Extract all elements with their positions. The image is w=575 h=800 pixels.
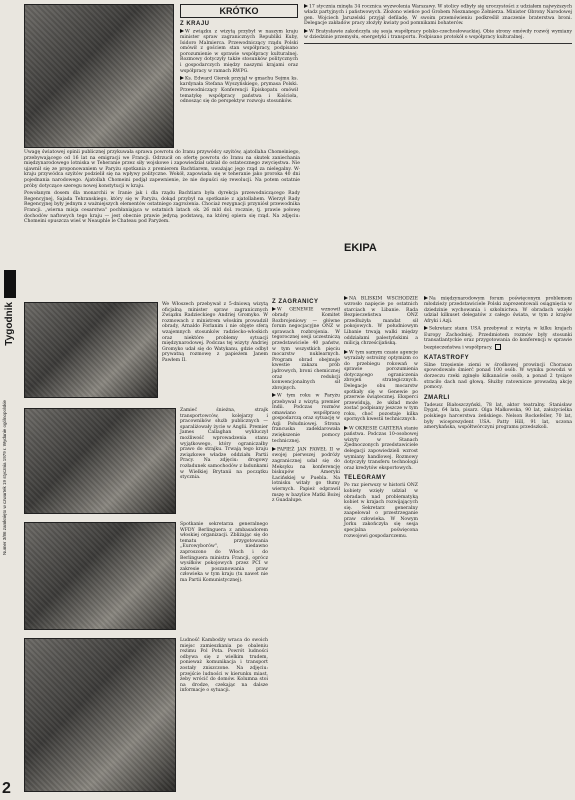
arrow-icon — [272, 307, 276, 311]
masthead — [4, 270, 18, 390]
telegramy-head: TELEGRAMY — [344, 475, 387, 482]
masthead-title: Tygodnik — [4, 302, 15, 346]
caption-berlinguer: Spotkanie sekretarza generalnego WFDY Berlinguera z ambasadorem włoskiej organizacji. Zbliżając się do tematu przygotowania „Eurowyborów", niedawno zaproszono do Włoch i do Berlinguera ministra Francji, oprócz wysiłków pokojowych przez PCI w zakresie poszanowania praw człowieka w tym kraju (tu nawet nie ma Partii Komunistycznej). — [180, 522, 268, 583]
col-right-top — [304, 4, 572, 46]
article-chomeini — [24, 150, 300, 225]
zmarli-head: ZMARLI — [424, 394, 450, 401]
caption-kambodza: Ludność Kambodży wraca do swoich miejsc zamieszkania po obaleniu reżimu Pol Pota. Powrót ludności odbywa się z wielkim trudem, ponieważ komunikacja i transport zostały zniszczone. Na zdjęciu: przejście ludności w kierunku miast, żeby wrócić do domów. Kolumna stoi na drodze, czekając na dalsze informacje o sytuacji. — [180, 638, 268, 694]
krotko-column — [180, 4, 298, 105]
col-far-right — [424, 296, 572, 431]
arrow-icon — [304, 29, 308, 33]
telegramy-text: Po raz pierwszy w historii ONZ kobiety wzięły udział w obradach nad problematyką kobiet w krajach rozwijających się. Sekretarz generalny zaapelował o przestrzeganie praw człowieka. W Nowym Jorku zakończyła się sesja specjalna poświęcona rozwojowi gospodarczemu. — [344, 483, 418, 539]
z-zagranicy-column — [272, 296, 340, 504]
bliski-wschod-text: NA BLISKIM WSCHODZIE wzrosło napięcie po ostatnich starciach w Libanie. Rada Bezpieczeństwa ONZ przedłużyła mandat sił pokojowych. W południowym Libanie trwają walki między oddziałami palestyńskimi a milicją chrześcijańską. — [344, 296, 418, 347]
col3-text: W tym samym czasie agencje wyrażały ostrożny optymizm co do przebiegu rokowań w sprawie porozumienia dotyczącego ograniczenia zbrojeń strategicznych. Delegacje obu mocarstw spotkały się w Genewie po przerwie świątecznej. Eksperci przewidują, że układ może zostać podpisany jeszcze w tym roku, choć pozostaje kilka spornych kwestii technicznych. — [344, 350, 418, 423]
photo-kambodza — [24, 638, 176, 792]
article-chomeini-p2: Powołanym dosem dla monarchii w Iranie jak i dla rządu Bachtiara była dyrekcja przewodniczącego Rady Regencyjnej, Sajada Tehranskiego, który się w Paryżu, dokąd przybył na spotkanie z ajatollahem. Wierzył Rady Regencyjnej były jednym z ważniejszych elementów ostatniego zagrożenia. Chociaż rezygnacji przyniósł przewodnika Francji. „wierna misja cesarstwa" pochłaniająca w ostatnich latach ok. 26 mld dol. rocznie, tj. prawie połowę dochodów naftowych tego kraju — jest obecnie prawie jedyną podstawą, na której opiera się rząd. Na zdjęciu: Chomeini opuszcza wieś w Neauphle le Chateau pod Paryżem. — [24, 191, 300, 225]
issue-note: Numer 3/86 zamknięto w czwartek 19 stycznia 1979 r. Wydanie ogólnopolskie — [2, 400, 7, 556]
arrow-icon — [424, 326, 428, 330]
col4-top-text-2: W Bratysławie zakończyła się sesja współpracy polsko-czechosłowackiej. Obie strony omówiły rozwój wymiany w dziedzinie przemysłu, energetyki i transportu. Podpisano protokół o współpracy kulturalnej. — [304, 29, 572, 40]
caption-gromyko: We Włoszech przebywał z 5-dniową wizytą oficjalną minister spraw zagranicznych Związku Radzieckiego Andriej Gromyko. W rozmowach z ministrem włoskim prowadził obrady, Arnaldo Forlanim i nie objęte sferą wzajemnych stosunków radziecko-włoskich oraz niektóre problemy sytuacji międzynarodowej. Podczas tej wizyty Andriej Gromyko udał się do Watykanu, gdzie odbył prywatną rozmowę z papieżem Janem Pawłem II. — [162, 302, 268, 363]
article-chomeini-p1: Uwagę światowej opinii publicznej przykuwała sprawa powrotu do Iranu przywódcy szyitów, ajatollaha Chomeiniego, przebywającego od 16 lat na emigracji we Francji. Odrzucił on ofertę powrotu do Iranu na skutek zaniechania międzynarodowego lotniska w Teheranie przez siły wojskowe i zapowiedział udział do ostatecznego zwycięstwa. Nie ujawnił się ze proponowaniem w Paryżu spotkania z premierem Bachtiarem, uważając jego rząd za nielegalny. W-kraju przywódca szyitów podzielił się na wpływy polityczne. Wokół, zapowiada się w teheranie jako proroka 40 dni pojednania narodowego. Ajatollah Chomeini podjął zapewnienie, że nie dopuści się rewolucji. Na potem ostatnie próby dotyczące szeregu nowej konstytucji w kraju. — [24, 150, 300, 189]
arrow-icon — [344, 296, 348, 300]
z-kraju-text-2: Ks. Edward Gierek przyjął w gmachu Sejmu ks. kardynała Stefana Wyszyńskiego, prymasa Polski. Przewodniczący Konferencji Episkopatu omówił tematykę współpracy państwa i Kościoła, odnosząc się do perspektyw rozwoju stosunków. — [180, 76, 298, 105]
arrow-icon — [304, 4, 308, 8]
z-zagranicy-text-2: W tym roku w Paryżu przebywał z wizytą premier Indii. Podczas rozmów omawiano współpracę gospodarczą oraz sytuację w Azji Południowej. Strona francuska zadeklarowała zwiększenie pomocy technicznej. — [272, 393, 340, 444]
z-kraju-text: W związku z wizytą przybył w naszym kraju minister spraw zagranicznych Republiki Kuby, Isidoro Malmierca. Przewodniczący rządu Polski omówił z gościem stan współpracy, podpisano porozumienie w sprawie współpracy kulturalnej. Rozmowy dotyczyły także stosunków politycznych i gospodarczych między naszymi krajami oraz współpracy w ramach RWPG. — [180, 29, 298, 74]
arrow-icon — [180, 76, 184, 80]
col-mid-right — [344, 296, 418, 539]
z-kraju-head: Z KRAJU — [180, 21, 210, 27]
photo-anglia — [24, 408, 176, 514]
page-number: 2 — [2, 780, 11, 797]
photo-chomeini — [24, 4, 174, 148]
caption-anglia: Zamieć śnieżna, strajk transportowców, kolejarzy i pracowników służb publicznych — sparaliżowały życie w Anglii. Premier James Callaghan wykluczył możliwość wprowadzenia stanu wyjątkowego, który ograniczałby prawo do strajku. Trwają tego kraju związkowe władze oddziału Partii Pracy. Na zdjęciu: drogowy rozładunek samochodów z ładunkami w Wielkiej Brytanii na początku stycznia. — [180, 408, 268, 481]
katastrofy-text: Silne trzęsienie ziemi w środkowej prowincji Chorasan spowodowało śmierć ponad 100 osób. W wyniku powodzi w dorzeczu rzeki zginęło kilkanaście osób, a ponad 2 tysiące straciło dach nad głową. Służby ratownicze prowadzą akcję pomocy. — [424, 362, 572, 391]
masthead-logo-block — [4, 270, 16, 298]
papiez-text: PAPIEŻ JAN PAWEŁ II w swojej pierwszej podróży zagranicznej udał się do Meksyku na konferencję biskupów Ameryki Łacińskiej w Puebla. Na lotnisku witały go tłumy wiernych. Papież odprawił mszę w bazylice Matki Bożej z Guadalupe. — [272, 447, 340, 504]
orzeszki-text: W OKRESIE CARTERA stanie państwa. Podczas 10-osobowej wizyty w Stanach Zjednoczonych przedstawiciele delegacji zapowiedzieli wzrost wymiany handlowej. Rozmowy dotyczyły transferu technologii oraz kredytów eksportowych. — [344, 426, 418, 471]
katastrofy-head: KATASTROFY — [424, 354, 470, 361]
z-zagranicy-text: W GENEWIE wznowił obrady Komitet Rozbrojeniowy — główne forum negocjacyjne ONZ w sprawach rozbrojenia. W tegorocznej sesji uczestniczą przedstawiciele 40 państw, w tym wszystkich pięciu mocarstw nuklearnych. Program obrad obejmuje kwestie zakazu prób jądrowych, broni chemicznej oraz redukcji konwencjonalnych sił zbrojnych. — [272, 307, 340, 391]
z-zagranicy-head: Z ZAGRANICY — [272, 299, 319, 305]
photo-berlinguer — [24, 522, 176, 630]
divider — [304, 43, 572, 44]
arrow-icon — [424, 296, 428, 300]
arrow-icon — [180, 29, 184, 33]
krotko-title: KRÓTKO — [180, 4, 298, 18]
photo-gromyko — [24, 302, 158, 398]
zmarli-text: Tadeusz Białoszczyński, 78 lat, aktor teatralny. Stanisław Dygat, 64 lata, pisarz. Olga Małkowska, 90 lat, założycielka polskiego harcerstwa żeńskiego. Nelson Rockefeller, 70 lat, były wiceprezydent USA. Patty Hill, 91 lat, uczona amerykańska, współtwórczyni programu przedszkoli. — [424, 402, 572, 431]
arrow-icon — [272, 393, 276, 397]
col4-mid-text-2: Sekretarz stanu USA przebywał z wizytą w kilku krajach Europy Zachodniej. Przedmiotem rozmów były stosunki transatlantyckie oraz przygotowania do konferencji w sprawie bezpieczeństwa i współpracy. — [424, 326, 572, 351]
col4-mid-text: Na międzynarodowym forum poświęconym problemom młodzieży przedstawiciele Polski zaprezentowali osiągnięcia w dziedzinie wychowania i szkolnictwa. W obradach wzięło udział kilkuset delegatów z całego świata, w tym z krajów Afryki i Azji. — [424, 296, 572, 324]
arrow-icon — [344, 426, 348, 430]
col4-top-text: 17 stycznia minęła 34 rocznica wyzwolenia Warszawy. W stolicy odbyły się uroczystości z udziałem najwyższych władz partyjnych i państwowych. Złożono wieńce pod Grobem Nieznanego Żołnierza. Minister Obrony Narodowej gen. Wojciech Jaruzelski przyjął defiladę. W swoim przemówieniu podkreślił znaczenie braterstwa broni. Delegacje zakładów pracy złożyły kwiaty pod pomnikami bohaterów. — [304, 4, 572, 27]
ekipa-heading: EKIPA — [344, 242, 377, 254]
arrow-icon — [344, 350, 348, 354]
arrow-icon — [272, 447, 276, 451]
end-square-icon — [495, 344, 501, 350]
